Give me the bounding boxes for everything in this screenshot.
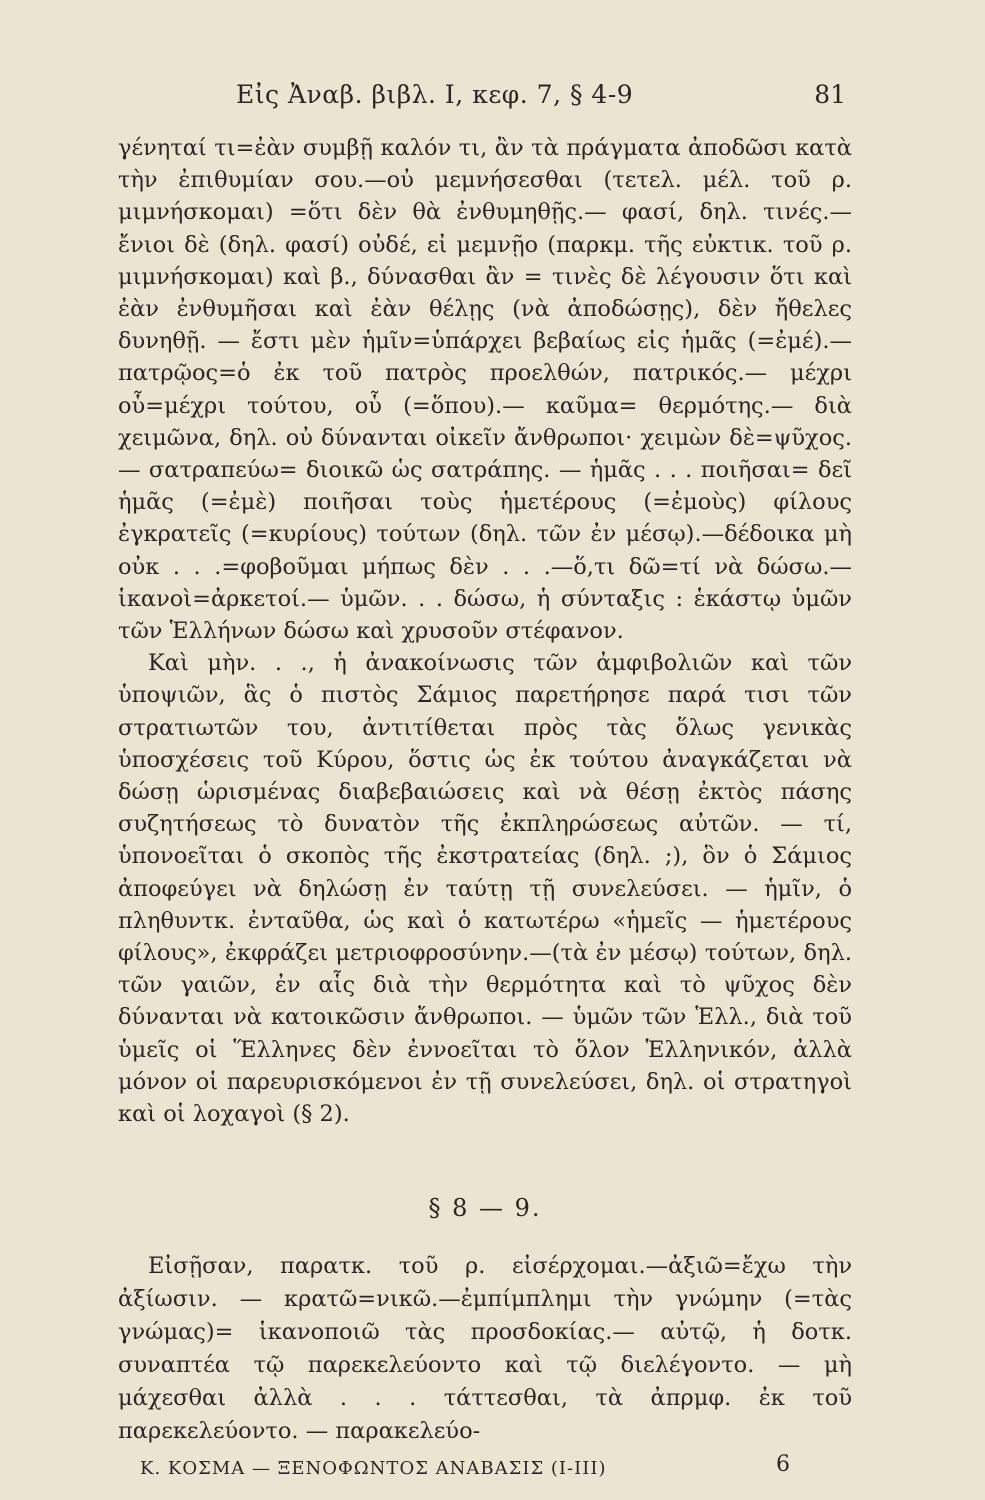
commentary-text [118, 132, 852, 1130]
running-title: Εἰς Ἀναβ. βιβλ. I, κεφ. 7, § 4-9 [236, 80, 634, 109]
section-paragraph-1: Εἰσῇσαν, παρατκ. τοῦ ρ. εἰσέρχομαι.—ἀξιῶ=ἔχω τὴν ἀξίωσιν. — κρατῶ=νικῶ.—ἐμπίμπλημι τὴν γνώμην (=τὰς γνώμας)= ἱκανοποιῶ τὰς προσδοκίας.— αὐτῷ, ἡ δοτκ. συναπτέα τῷ παρεκελεύοντο καὶ τῷ διελέγοντο. — μὴ μάχεσθαι ἀλλὰ . . . τάττεσθαι, τὰ ἀπρμφ. ἐκ τοῦ παρεκελεύοντο. — παρακελεύο- [118, 1253, 852, 1444]
commentary-paragraph-1: γένηταί τι=ἐὰν συμβῇ καλόν τι, ἂν τὰ πράγματα ἀποδῶσι κατὰ τὴν ἐπιθυμίαν σου.—οὐ μεμνήσεσθαι (τετελ. μέλ. τοῦ ρ. μιμνήσκομαι) =ὅτι δὲν θὰ ἐνθυμηθῇς.— φασί, δηλ. τινές.— ἔνιοι δὲ (δηλ. φασί) οὐδέ, εἰ μεμνῇο (παρκμ. τῆς εὐκτικ. τοῦ ρ. μιμνήσκομαι) καὶ β., δύνασθαι ἂν = τινὲς δὲ λέγουσιν ὅτι καὶ ἐὰν ἐνθυμῆσαι καὶ ἐὰν θέλῃς (νὰ ἀποδώσῃς), δὲν ἤθελες δυνηθῇ. — ἔστι μὲν ἡμῖν=ὑπάρχει βεβαίως εἰς ἡμᾶς (=ἐμέ).—πατρῷος=ὁ ἐκ τοῦ πατρὸς προελθών, πατρικός.— μέχρι οὗ=μέχρι τούτου, οὗ (=ὅπου).— καῦμα= θερμότης.— διὰ χειμῶνα, δηλ. οὐ δύνανται οἰκεῖν ἄνθρωποι· χειμὼν δὲ=ψῦχος.— σατραπεύω= διοικῶ ὡς σατράπης. — ἡμᾶς . . . ποιῆσαι= δεῖ ἡμᾶς (=ἐμὲ) ποιῆσαι τοὺς ἡμετέρους (=ἐμοὺς) φίλους ἐγκρατεῖς (=κυρίους) τούτων (δηλ. τῶν ἐν μέσῳ).—δέδοικα μὴ οὐκ . . .=φοβοῦμαι μήπως δὲν . . .—ὅ,τι δῶ=τί νὰ δώσω.—ἱκανοὶ=ἀρκετοί.— ὑμῶν. . . δώσω, ἡ σύνταξις : ἑκάστῳ ὑμῶν τῶν Ἑλλήνων δώσω καὶ χρυσοῦν στέφανον. [118, 135, 852, 645]
page-number: 81 [814, 80, 846, 109]
page-footer [140, 1452, 790, 1486]
section-heading: § 8 — 9. [428, 1194, 542, 1222]
signature-number: 6 [776, 1452, 790, 1477]
section-text [118, 1250, 852, 1448]
page-header [236, 80, 846, 120]
commentary-paragraph-2: Καὶ μὴν. . ., ἡ ἀνακοίνωσις τῶν ἀμφιβολιῶν καὶ τῶν ὑποψιῶν, ἃς ὁ πιστὸς Σάμιος παρετήρησε παρά τισι τῶν στρατιωτῶν του, ἀντιτίθεται πρὸς τὰς ὅλως γενικὰς ὑποσχέσεις τοῦ Κύρου, ὅστις ὡς ἐκ τούτου ἀναγκάζεται νὰ δώσῃ ὡρισμένας διαβεβαιώσεις καὶ νὰ θέσῃ ἐκτὸς πάσης συζητήσεως τὸ δυνατὸν τῆς ἐκπληρώσεως αὐτῶν. — τί, ὑπονοεῖται ὁ σκοπὸς τῆς ἐκστρατείας (δηλ. ;), ὃν ὁ Σάμιος ἀποφεύγει νὰ δηλώσῃ ἐν ταύτῃ τῇ συνελεύσει. — ἡμῖν, ὁ πληθυντκ. ἐνταῦθα, ὡς καὶ ὁ κατωτέρω «ἡμεῖς — ἡμετέρους φίλους», ἐκφράζει μετριοφροσύνην.—(τὰ ἐν μέσῳ) τούτων, δηλ. τῶν γαιῶν, ἐν αἷς διὰ τὴν θερμότητα καὶ τὸ ψῦχος δὲν δύνανται νὰ κατοικῶσιν ἄνθρωποι. — ὑμῶν τῶν Ἑλλ., διὰ τοῦ ὑμεῖς οἱ Ἕλληνες δὲν ἐννοεῖται τὸ ὅλον Ἑλληνικόν, ἀλλὰ μόνον οἱ παρευρισκόμενοι ἐν τῇ συνελεύσει, δηλ. οἱ στρατηγοὶ καὶ οἱ λοχαγοὶ (§ 2). [118, 650, 852, 1128]
footer-book-title: Κ. ΚΟΣΜΑ — ΞΕΝΟΦΩΝΤΟΣ ΑΝΑΒΑΣΙΣ (I-III) [140, 1458, 607, 1479]
